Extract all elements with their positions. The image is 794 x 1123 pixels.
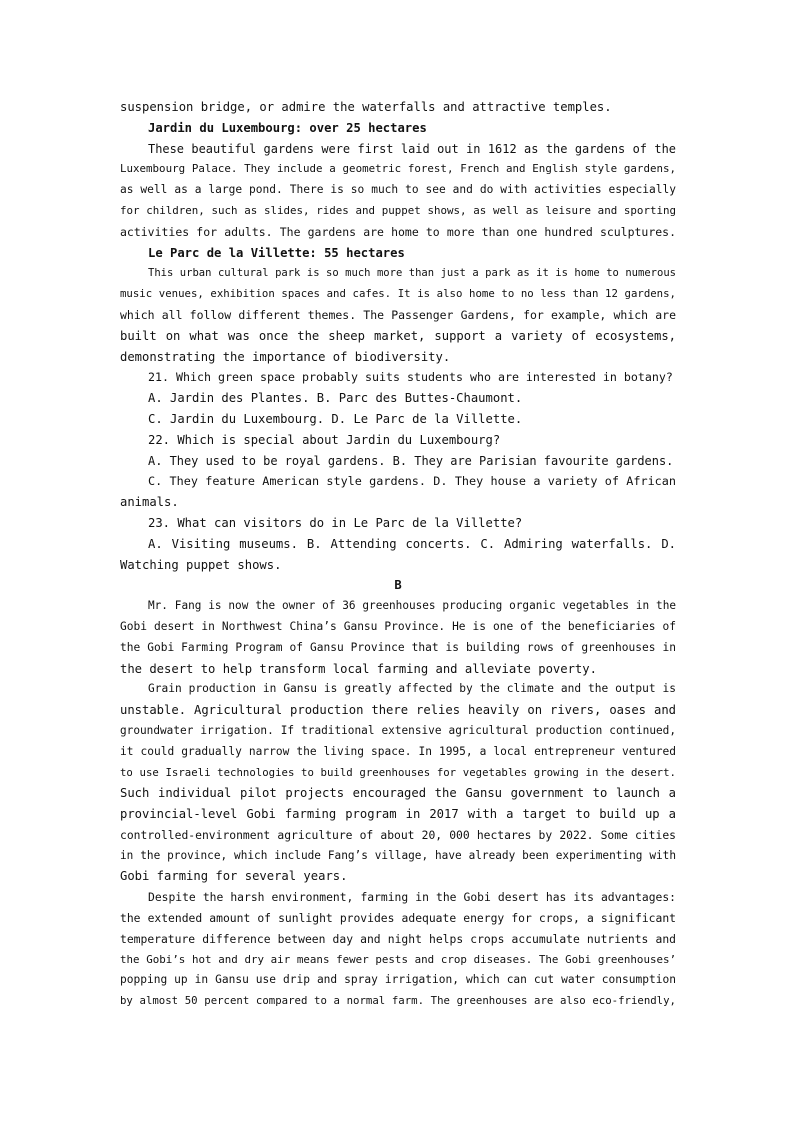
luxembourg-line: activities for adults. The gardens are home to more than one hundred sculptures.: [120, 224, 676, 239]
luxembourg-line: as well as a large pond. There is so much to see and do with activities especially: [120, 183, 676, 197]
luxembourg-line: Luxembourg Palace. They include a geometric forest, French and English style gardens,: [120, 162, 676, 176]
villette-line: which all follow different themes. The Passenger Gardens, for example, which are: [120, 307, 676, 322]
luxembourg-line: for children, such as slides, rides and puppet shows, as well as leisure and sporting: [120, 203, 676, 217]
passage-b-line: Gobi desert in Northwest China’s Gansu Province. He is one of the beneficiaries of: [120, 619, 676, 633]
question-21-stem: 21. Which green space probably suits students who are interested in botany?: [148, 370, 673, 385]
passage-b-line: Despite the harsh environment, farming in the Gobi desert has its advantages:: [148, 890, 676, 905]
passage-b-line: controlled-environment agriculture of about 20, 000 hectares by 2022. Some cities: [120, 827, 676, 842]
passage-b-line: Grain production in Gansu is greatly affected by the climate and the output is: [148, 682, 676, 696]
passage-b-line: Such individual pilot projects encouraged the Gansu government to launch a: [120, 786, 676, 801]
question-21-options: A. Jardin des Plantes. B. Parc des Buttes-Chaumont.: [148, 391, 523, 406]
luxembourg-line: These beautiful gardens were first laid out in 1612 as the gardens of the: [148, 141, 676, 156]
question-23-options: Watching puppet shows.: [120, 557, 282, 572]
villette-line: built on what was once the sheep market, support a variety of ecosystems,: [120, 328, 676, 343]
passage-b-line: the Gobi Farming Program of Gansu Province that is building rows of greenhouses in: [120, 640, 676, 654]
passage-b-line: the extended amount of sunlight provides adequate energy for crops, a significant: [120, 911, 676, 926]
question-21-options: C. Jardin du Luxembourg. D. Le Parc de la Villette.: [148, 411, 523, 426]
villette-line: demonstrating the importance of biodiversity.: [120, 349, 451, 364]
passage-b-line: Mr. Fang is now the owner of 36 greenhouses producing organic vegetables in the: [148, 599, 676, 613]
passage-b-line: in the province, which include Fang’s village, have already been experimenting with: [120, 848, 676, 862]
passage-b-line: unstable. Agricultural production there relies heavily on rivers, oases and: [120, 703, 676, 718]
passage-b-line: groundwater irrigation. If traditional extensive agricultural production continued,: [120, 723, 676, 737]
luxembourg-heading: Jardin du Luxembourg: over 25 hectares: [148, 120, 427, 135]
question-22-options: A. They used to be royal gardens. B. They are Parisian favourite gardens.: [148, 453, 674, 468]
passage-b-line: Gobi farming for several years.: [120, 869, 348, 884]
passage-b-line: popping up in Gansu use drip and spray irrigation, which can cut water consumption: [120, 973, 676, 987]
passage-b-line: provincial-level Gobi farming program in 2017 with a target to build up a: [120, 807, 676, 822]
passage-b-line: it could gradually narrow the living space. In 1995, a local entrepreneur ventured: [120, 744, 676, 758]
section-label-b: B: [394, 578, 402, 593]
question-23-options: A. Visiting museums. B. Attending concerts. C. Admiring waterfalls. D.: [148, 536, 676, 551]
villette-line: music venues, exhibition spaces and cafes. It is also home to no less than 12 gardens,: [120, 287, 676, 301]
passage-b-line: the desert to help transform local farming and alleviate poverty.: [120, 661, 597, 676]
villette-line: This urban cultural park is so much more than just a park as it is home to numerous: [148, 267, 676, 280]
villette-heading: Le Parc de la Villette: 55 hectares: [148, 245, 405, 260]
passage-b-line: by almost 50 percent compared to a normal farm. The greenhouses are also eco-friendly,: [120, 994, 676, 1008]
question-23-stem: 23. What can visitors do in Le Parc de la Villette?: [148, 515, 523, 530]
question-22-stem: 22. Which is special about Jardin du Luxembourg?: [148, 432, 501, 447]
passage-b-line: temperature difference between day and night helps crops accumulate nutrients and: [120, 931, 676, 946]
intro-tail-line: suspension bridge, or admire the waterfalls and attractive temples.: [120, 100, 612, 114]
passage-b-line: the Gobi’s hot and dry air means fewer pests and crop diseases. The Gobi greenhouses’: [120, 952, 676, 966]
question-22-options: animals.: [120, 495, 179, 510]
question-22-options: C. They feature American style gardens. D. They house a variety of African: [148, 474, 676, 489]
document-page: [120, 97, 676, 1012]
passage-b-line: to use Israeli technologies to build greenhouses for vegetables growing in the desert.: [120, 765, 676, 779]
